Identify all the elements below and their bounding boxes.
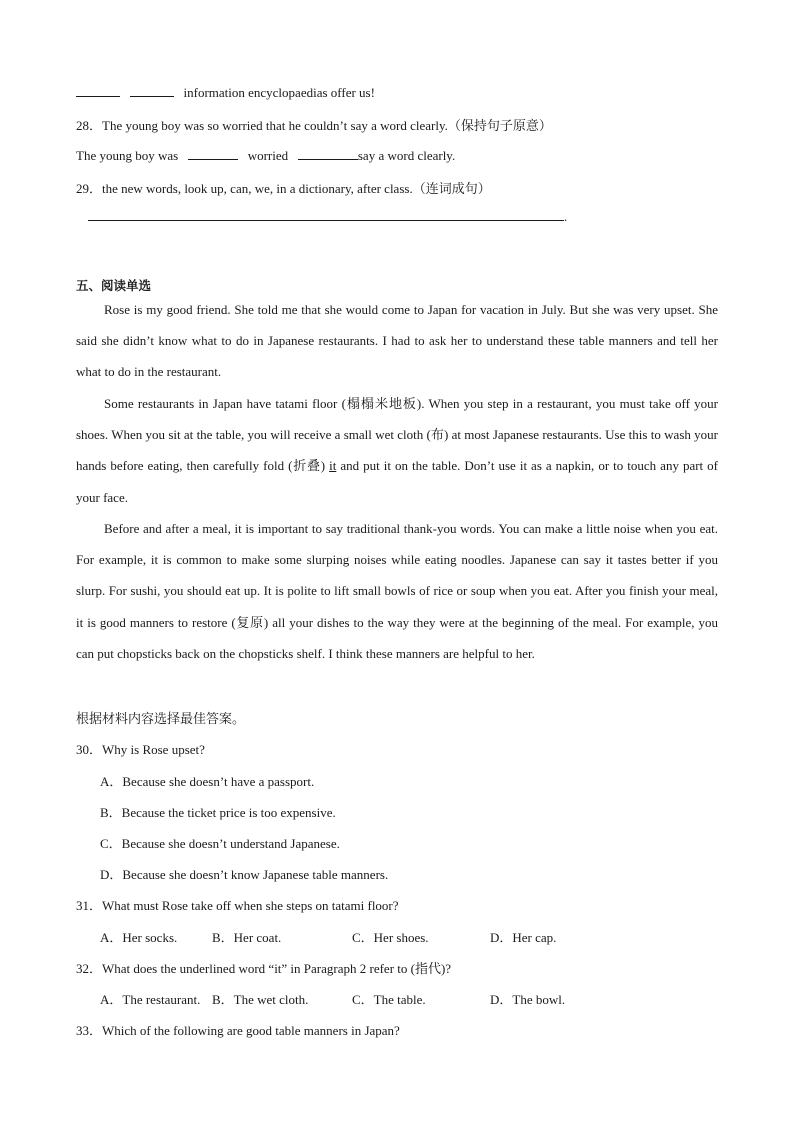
q28-mid: worried (247, 148, 289, 163)
q29-period: . (564, 209, 568, 224)
q28-stem: 28．The young boy was so worried that he couldn’t say a word clearly.（保持句子原意） (76, 118, 552, 133)
answer-blank[interactable] (76, 84, 120, 97)
q28-post: say a word clearly. (357, 148, 456, 163)
q31-stem: 31．What must Rose take off when she steps on tatami floor? (76, 898, 399, 913)
q31-option-d[interactable]: D．Her cap. (490, 930, 557, 945)
q32-option-a[interactable]: A．The restaurant. (100, 992, 201, 1007)
q31-option-a[interactable]: A．Her socks. (100, 930, 178, 945)
q32-stem: 32．What does the underlined word “it” in Paragraph 2 refer to (指代)? (76, 961, 452, 976)
answer-blank[interactable] (188, 147, 238, 160)
answer-blank[interactable] (298, 147, 358, 160)
underlined-word-it: it (329, 458, 337, 474)
p2-text-b: and put it on the table. Don’t use it as a napkin, or to touch any part of your face. (76, 458, 719, 505)
answer-blank[interactable] (88, 208, 564, 221)
q30-option-d[interactable]: D．Because she doesn’t know Japanese table manners. (100, 867, 389, 882)
q27-text: information encyclopaedias offer us! (183, 85, 375, 100)
q32-option-c[interactable]: C．The table. (352, 992, 426, 1007)
q29-stem: 29．the new words, look up, can, we, in a dictionary, after class.（连词成句） (76, 181, 491, 196)
passage-paragraph-3: Before and after a meal, it is important to say traditional thank-you words. You can make a little noise when you eat. For example, it is common to make some slurping noises while eating noodles. Japanese can say it tastes better if you slurp. For sushi, you should eat up. It is polite to lift small bowls of rice or soup when you eat. After you finish your meal, it is good manners to restore (复原) all your dishes to the way they were at the beginning of the meal. For example, you can put chopsticks back on the chopsticks shelf. I think these manners are helpful to her. (76, 521, 718, 661)
q28-pre: The young boy was (76, 148, 179, 163)
p2-text-a: Some restaurants in Japan have tatami floor (榻榻米地板). When you step in a restaurant, you must take off your shoes. When you sit at the table, you will receive a small wet cloth (布) at most Japanese restaurants. Use this to wash your hands before eating, then carefully fold (折叠) (76, 396, 718, 474)
q27-answer-line (76, 84, 375, 101)
q28-answer-line (76, 147, 455, 164)
q32-option-d[interactable]: D．The bowl. (490, 992, 566, 1007)
q30-option-b[interactable]: B．Because the ticket price is too expensive. (100, 805, 336, 820)
q31-option-c[interactable]: C．Her shoes. (352, 930, 429, 945)
q32-option-b[interactable]: B．The wet cloth. (212, 992, 309, 1007)
q30-stem: 30．Why is Rose upset? (76, 742, 205, 757)
passage-paragraph-2 (76, 388, 718, 513)
q30-option-c[interactable]: C．Because she doesn’t understand Japanese. (100, 836, 340, 851)
passage-paragraph-1: Rose is my good friend. She told me that she would come to Japan for vacation in July. But she was very upset. She said she didn’t know what to do in Japanese restaurants. I had to ask her to understand these table manners and tell her what to do in the restaurant. (76, 302, 718, 380)
q30-option-a[interactable]: A．Because she doesn’t have a passport. (100, 774, 315, 789)
section-heading: 五、阅读单选 (76, 278, 152, 293)
answer-blank[interactable] (130, 84, 174, 97)
q33-stem: 33．Which of the following are good table manners in Japan? (76, 1023, 400, 1038)
q31-option-b[interactable]: B．Her coat. (212, 930, 282, 945)
q29-answer-line (88, 208, 567, 225)
instruction: 根据材料内容选择最佳答案。 (76, 711, 246, 726)
